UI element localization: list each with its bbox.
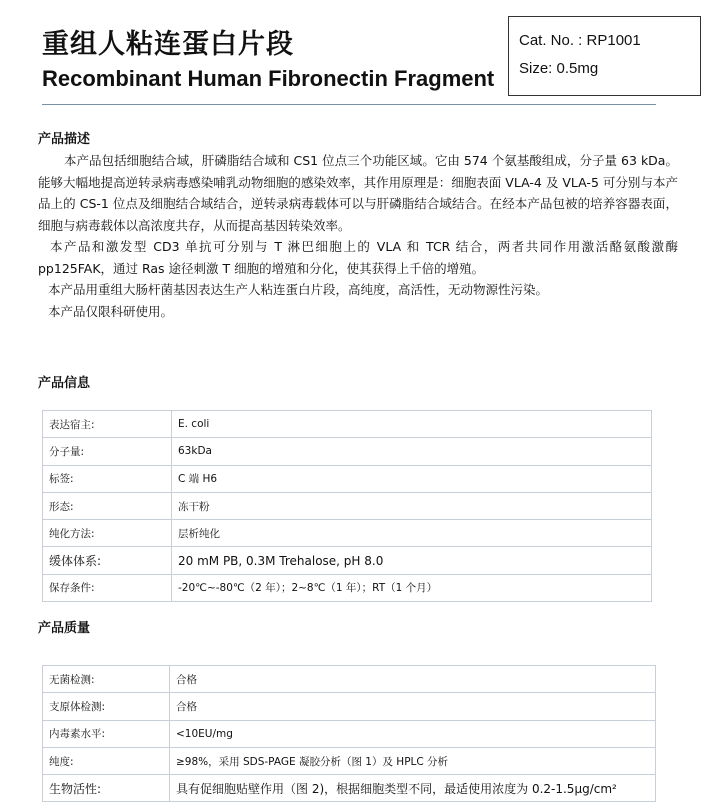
table-row [43,720,656,747]
product-title-en: Recombinant Human Fibronectin Fragment [42,66,495,91]
product-quality-table [42,665,656,802]
quality-value: 合格 [170,666,656,693]
description-paragraph-4: 本产品仅限科研使用。 [48,303,174,319]
table-row [43,547,652,574]
table-row [43,520,652,547]
quality-key: 纯度: [43,747,170,774]
quality-key: 内毒素水平: [43,720,170,747]
table-row [43,492,652,519]
info-key: 标签: [43,465,172,492]
table-row [43,693,656,720]
product-info-table [42,410,652,602]
info-value: 冻干粉 [172,492,652,519]
quality-heading: 产品质量 [38,621,91,636]
info-key: 缓体体系: [43,547,172,574]
info-key: 形态: [43,492,172,519]
description-paragraph-2: 本产品和激发型 CD3 单抗可分别与 T 淋巴细胞上的 VLA 和 TCR 结合，两者共同作用激活酪氨酸激酶 pp125FAK，通过 Ras 途径刺激 T 细胞的增殖和分化，使其获得上千倍的增殖。 [38,239,678,276]
package-size: Size: 0.5mg [519,60,599,77]
info-value: 层析纯化 [172,520,652,547]
description-paragraph-1: 本产品包括细胞结合域，肝磷脂结合域和 CS1 位点三个功能区域。它由 574 个氨基酸组成，分子量 63 kDa。能够大幅地提高逆转录病毒感染哺乳动物细胞的感染效率，其作用原理是：细胞表面 VLA-4 及 VLA-5 可分别与本产品上的 CS-1 位点及细胞结合域结合，逆转录病毒载体可以与肝磷脂结合域结合。在经本产品包被的培养容器表面，细胞与病毒载体以高浓度共存，从而提高基因转染效率。 [38,153,678,233]
info-heading: 产品信息 [38,376,91,391]
quality-value: 合格 [170,693,656,720]
table-row [43,411,652,438]
description-heading: 产品描述 [38,132,91,147]
quality-key: 支原体检测: [43,693,170,720]
info-key: 保存条件: [43,574,172,601]
title-divider [42,104,656,105]
info-value: -20℃~-80℃（2 年）；2~8℃（1 年）；RT（1 个月） [172,574,652,601]
info-value: E. coli [172,411,652,438]
info-key: 表达宿主: [43,411,172,438]
catalog-number: Cat. No. : RP1001 [519,32,641,49]
info-value: 63kDa [172,438,652,465]
product-title-cn: 重组人粘连蛋白片段 [42,29,294,60]
table-row [43,438,652,465]
info-key: 纯化方法: [43,520,172,547]
quality-value: ≥98%，采用 SDS-PAGE 凝胶分析（图 1）及 HPLC 分析 [170,747,656,774]
table-row [43,775,656,802]
quality-key: 无菌检测: [43,666,170,693]
quality-value: <10EU/mg [170,720,656,747]
table-row [43,574,652,601]
quality-value: 具有促细胞贴壁作用（图 2)，根据细胞类型不同，最适使用浓度为 0.2-1.5μg/cm² [170,775,656,802]
description-paragraph-3: 本产品用重组大肠杆菌基因表达生产人粘连蛋白片段，高纯度，高活性，无动物源性污染。 [48,282,549,297]
table-row [43,666,656,693]
info-value: C 端 H6 [172,465,652,492]
quality-key: 生物活性: [43,775,170,802]
info-value: 20 mM PB, 0.3M Trehalose, pH 8.0 [172,547,652,574]
description-body [38,150,678,322]
table-row [43,747,656,774]
table-row [43,465,652,492]
catalog-box [508,16,701,96]
info-key: 分子量: [43,438,172,465]
